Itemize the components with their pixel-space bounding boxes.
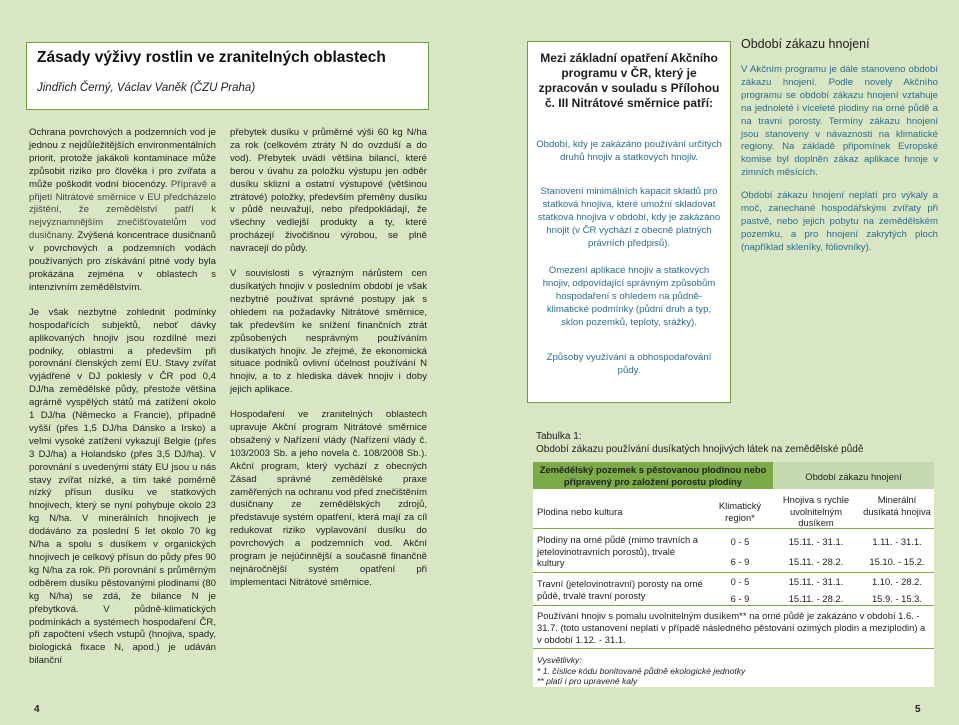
table-caption — [536, 430, 863, 456]
col2-paragraph-2: V souvislosti s výrazným nárůstem cen dusíkatých hnojiv v posledním období je však nezbytné používat správné postupy jak s ohledem na požadavky Nitrátové směrnice, tak především ke snížení finančních ztrát způsobených nesprávným používáním dusíkatých hnojiv. Je zřejmé, že ekonomická situace podniků ovlivní účelnost používání N hnojiv, a to z hlediska dávek hnojiv i doby jejich aplikace. — [230, 268, 427, 396]
table-subheader-fast: Hnojiva s rychle uvolnitelným dusíkem — [782, 494, 850, 528]
table-row-4-region: 6 - 9 — [730, 593, 750, 604]
col1-paragraph-2: Je však nezbytné zohlednit podmínky hospodařících subjektů, neboť dávky aplikovaných hnojiv jsou rozdílné mezi podniky, oblastmi a především při porovnání členských zemí EU. Stavy zvířat vyjádřené v DJ poklesly v ČR pod 0,4 DJ/ha zemědělské půdy, přestože většina agrárně vyspělých států má zatížení okolo 1 DJ/ha (Německo a Francie), případně vyšší (přes 1,5 DJ/ha Dánsko a Irsko) a velmi vysoké zatížení vykazují Belgie (přes 3 DJ/ha) a Holandsko (přes 3,5 DJ/ha). V porovnání s uvedenými státy EU jsou u nás stavy zvířat nízké, a tím také poměrně nízký přísun dusíku ve statkových hnojivech, který se nyní pohybuje okolo 23 kg N/ha. V minerálních hnojivech je dodáváno za poslední 5 let okolo 70 kg N/ha a spolu s dusíkem v organických hnojivech je celkový přísun do půdy přes 90 kg N/ha za rok. Při porovnání s průměrným odběrem dusíku pěstovanými plodinami (80 kg N/ha) se zdá, že bilance N je přebytková. V půdně-klimatických podmínkách a systémech hospodaření ČR, při započtení všech vstupů (hnojiva, spady, biologická fixace N, apod.) je udáván bilanční — [29, 306, 216, 667]
measure-item-1: Období, kdy je zakázáno používání určitých druhů hnojiv a statkových hnojiv. — [536, 139, 722, 163]
col2-paragraph-3: Hospodaření ve zranitelných oblastech upravuje Akční program Nitrátové směrnice obsažený v Nařízení vlády (Nařízení vlády č. 103/2003 Sb. a jeho novela č. 108/2008 Sb.). Akční program, který vychází z obecných Zásad správné zemědělské praxe zaměřených na ochranu vod před znečištěním dusičnany ze zemědělských zdrojů, představuje systém opatření, která mají za cíl redukovat riziko vyplavování dusíku do povrchových a podzemních vod. Akční program je nejúčinnější a současně finančně nejnáročnější systém opatření při implementaci Nitrátové směrnice. — [230, 409, 427, 588]
measure-item-4: Způsoby využívání a obhospodařování půdy. — [546, 352, 712, 376]
table-row-1-region: 0 - 5 — [730, 536, 750, 547]
authors: Jindřich Černý, Václav Vaněk (ČZU Praha) — [37, 82, 256, 94]
page-title: Zásady výživy rostlin ve zranitelných oblastech — [37, 49, 386, 66]
page-number-left: 4 — [34, 704, 40, 715]
section-title-ban-period: Období zákazu hnojení — [741, 37, 870, 51]
table-divider — [533, 528, 934, 529]
table-row-4-fast: 15.11. - 28.2. — [788, 593, 844, 604]
table-row-3-mineral: 1.10. - 28.2. — [871, 576, 923, 587]
table-divider — [533, 648, 934, 649]
table-caption-text: Období zákazu používání dusíkatých hnojivých látek na zemědělské půdě — [536, 444, 864, 455]
table-row-1-crop: Plodiny na orné půdě (mimo travních a jetelovinotravních porostů), trvalé kultury — [537, 534, 699, 568]
measure-item-2: Stanovení minimálních kapacit skladů pro statková hnojiva, které umožní skladovat statková hnojiva v období, kdy je zakázáno hnojit (v ČR vychází z obecně platných právních předpisů). — [537, 186, 721, 249]
measure-item-3: Omezení aplikace hnojiv a statkových hnojiv, odpovídající správným způsobům hospodaření s ohledem na půdně-klimatické podmínky (půdní druh a typ, sklon pozemků, teploty, srážky). — [542, 265, 716, 328]
table-legend — [537, 655, 930, 687]
table-row-1-mineral: 1.11. - 31.1. — [872, 536, 922, 547]
table-row-3-region: 0 - 5 — [730, 576, 750, 587]
table-subheader-crop: Plodina nebo kultura — [537, 506, 623, 517]
table-subheader-mineral: Minerální dusíkatá hnojiva — [863, 494, 931, 517]
col1-paragraph-1 — [29, 127, 216, 295]
col1-p1-text-a: Ochrana povrchových a podzemních vod je jednou z nejdůležitějších environmentálních priorit, protože jakákoli kontaminace může způsobit riziko pro člověka i pro zvířata a může poškodit vodní biocenózy. — [29, 127, 216, 190]
table-legend-title: Vysvětlivky: — [537, 655, 582, 665]
title-box — [26, 42, 429, 110]
table-legend-2: ** platí i pro upravené kaly — [537, 676, 638, 686]
col1-p1-text-b: Zvýšená koncentrace dusičnanů v povrchových a podzemních vodách používaných pro získávání pitné vody byla prokázána zejména v oblastech s intenzivním zemědělstvím. — [29, 230, 217, 293]
right-column — [741, 64, 938, 265]
table-legend-1: * 1. číslice kódu bonitované půdně ekologické jednotky — [537, 665, 746, 676]
table-caption-label: Tabulka 1: — [536, 431, 582, 442]
table-row-2-fast: 15.11. - 28.2. — [788, 556, 844, 567]
measures-box — [527, 41, 731, 403]
ban-period-table — [533, 462, 934, 687]
measures-box-title: Mezi základní opatření Akčního programu v ČR, který je zpracován v souladu s Přílohou č. III Nitrátové směrnice patří: — [538, 51, 720, 110]
table-header-right: Období zákazu hnojení — [805, 471, 902, 482]
right-paragraph-2: Období zákazu hnojení neplatí pro výkaly a moč, zanechané hospodářskými zvířaty při pastvě, nebo jejich pobytu na zemědělském pozemku, a pro hnojení zakrytých ploch (například skleníky, fóliovníky). — [741, 190, 938, 253]
table-row-4-mineral: 15.9. - 15.3. — [871, 593, 923, 604]
table-row-3-fast: 15.11. - 31.1. — [788, 576, 844, 587]
table-divider — [533, 572, 934, 573]
column-2 — [230, 127, 427, 602]
column-1 — [29, 127, 216, 680]
table-note: Používání hnojiv s pomalu uvolnitelným dusíkem** na orné půdě je zakázáno v období 1.6. - 31.7. (toto ustanovení neplatí v případě následného pěstování ozimých plodin a meziplodin) a v období 1.12. - 31.1. — [537, 610, 926, 645]
page-number-right: 5 — [915, 704, 921, 715]
table-subheader-region: Klimatický region* — [718, 500, 762, 523]
col2-paragraph-1: přebytek dusíku v průměrné výši 60 kg N/ha za rok (celkovém ztráty N do ovzduší a do vod). Přebytek uvádí většina bilancí, které berou v úvahu za položku výstupu jen odběr dusíku sklizní a ostatní výstupové (většinou ztrátové) položky, především přeměny dusíku v půdě neuvažují, nebo předpokládají, že všechny vedlejší produkty a ty, které procházejí živočišnou výrobou, se plně navracejí do půdy. — [230, 127, 427, 255]
right-paragraph-1: V Akčním programu je dále stanoveno období zákazu hnojení. Podle novely Akčního programu se období zákazu hnojení vztahuje na jednoleté i víceleté plodiny na orné půdě a na travní porosty. Termíny zákazu hnojení jsou stanoveny v návaznosti na klimatické regiony. Na základě připomínek Evropské komise byl doplněn zákaz aplikace hnoje v zimních měsících. — [741, 64, 938, 179]
table-divider — [533, 605, 934, 606]
table-row-2-mineral: 15.10. - 15.2. — [869, 556, 925, 567]
table-row-2-region: 6 - 9 — [730, 556, 750, 567]
col1-p1-highlight: Přípravě a přijetí Nitrátové směrnice v EU předcházelo zjištění, že zemědělství patří k nejvýznamnějším znečišťovatelům vod dusičnany. — [29, 178, 216, 242]
table-row-3-crop: Travní (jetelovinotravní) porosty na orné půdě, trvalé travní porosty — [537, 578, 703, 601]
table-row-1-fast: 15.11. - 31.1. — [788, 536, 844, 547]
table-header-left: Zemědělský pozemek s pěstovanou plodinou nebo připravený pro založení porostu plodiny — [539, 464, 767, 487]
